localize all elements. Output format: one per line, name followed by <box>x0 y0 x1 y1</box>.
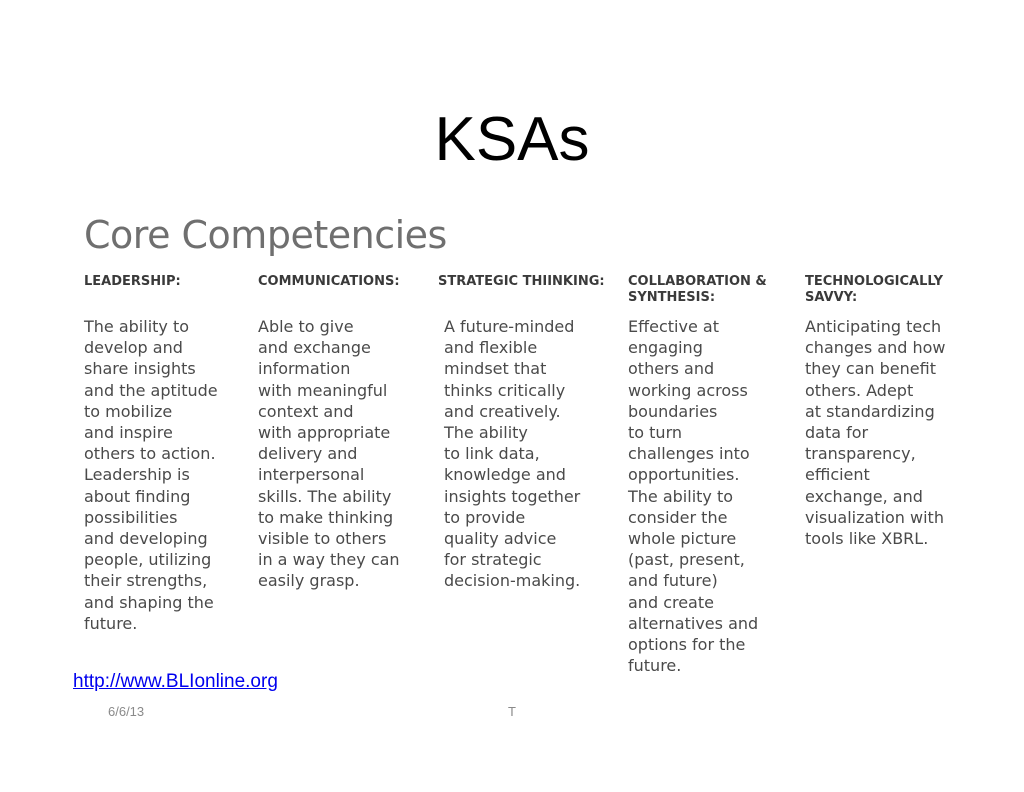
competency-header: STRATEGIC THIINKING: <box>438 274 605 289</box>
slide-title: KSAs <box>434 105 590 174</box>
competency-column-strategic-thinking <box>438 274 605 592</box>
competency-header: COMMUNICATIONS: <box>258 274 400 289</box>
competency-description: Anticipating tech changes and how they can benefit others. Adept at standardizing data for transparency, efficient exchange, and visualization with tools like XBRL. <box>805 317 946 549</box>
competency-header: LEADERSHIP: <box>84 274 181 289</box>
competency-description: Able to give and exchange information with meaningful context and with appropriate delivery and interpersonal skills. The ability to make thinking visible to others in a way they can easily grasp. <box>258 317 400 591</box>
footer-date: 6/6/13 <box>108 704 145 719</box>
competency-column-leadership <box>84 274 218 634</box>
bli-online-link[interactable]: http://www.BLIonline.org <box>73 671 278 692</box>
core-competencies-heading: Core Competencies <box>84 213 447 257</box>
competency-description: The ability to develop and share insights and the aptitude to mobilize and inspire others to action. Leadership is about finding possibilities and developing people, utilizing their strengths, and shaping the future. <box>84 317 218 633</box>
competency-description: A future-minded and flexible mindset that thinks critically and creatively. The ability to link data, knowledge and insights together to provide quality advice for strategic decision-making. <box>444 317 581 591</box>
footer-center-text: T <box>508 704 516 719</box>
competency-header: TECHNOLOGICALLY SAVVY: <box>805 274 944 305</box>
competency-column-tech-savvy <box>805 274 946 549</box>
competency-header: COLLABORATION & SYNTHESIS: <box>628 274 767 305</box>
competency-column-collaboration <box>628 274 767 676</box>
competency-description: Effective at engaging others and working across boundaries to turn challenges into opportunities. The ability to consider the whole picture (past, present, and future) and create alternatives and options for the future. <box>628 317 759 676</box>
competency-column-communications <box>258 274 400 592</box>
